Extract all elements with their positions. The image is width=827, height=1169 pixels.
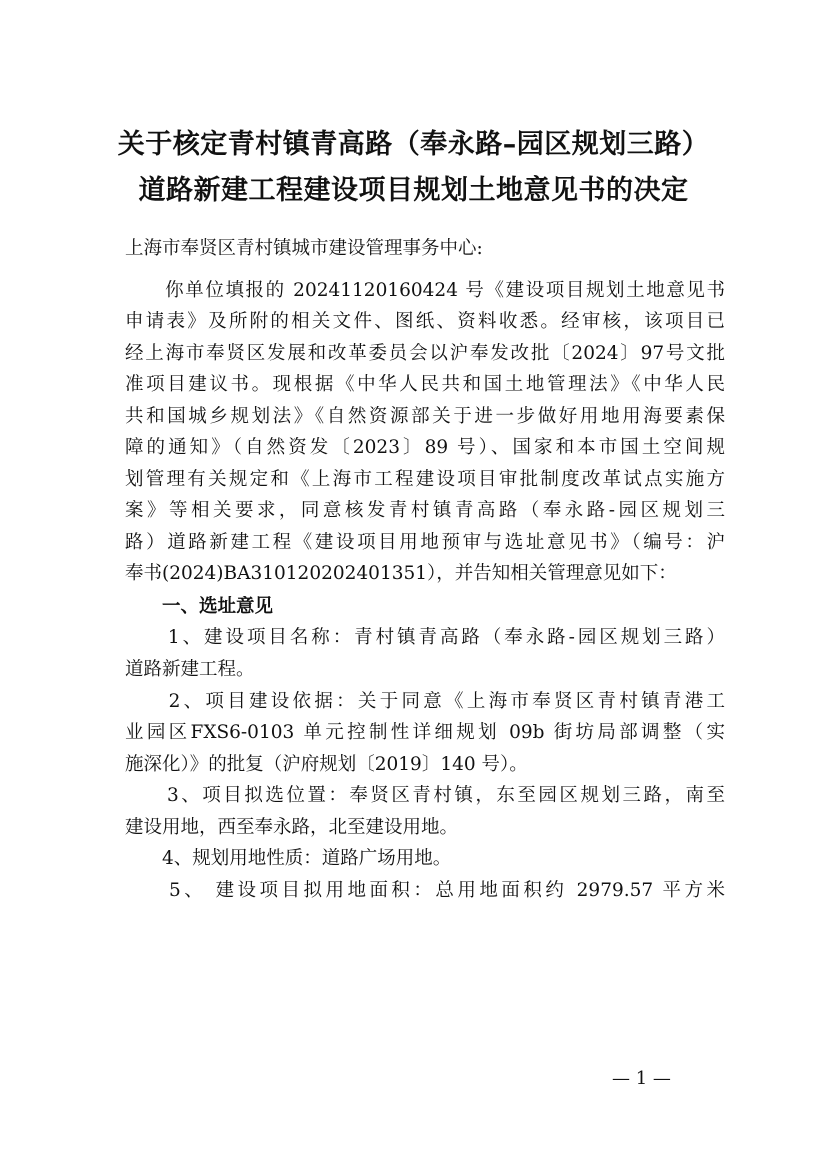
section-item-line: 5、 建设项目拟用地面积：总用地面积约 2979.57 平方米 <box>125 880 725 901</box>
section-item-line: 3、项目拟选位置：奉贤区青村镇，东至园区规划三路，南至 <box>125 785 725 806</box>
body-line: 你单位填报的 20241120160424 号《建设项目规划土地意见书 <box>125 280 725 301</box>
section-item-line: 业园区FXS6-0103 单元控制性详细规划 09b 街坊局部调整（实 <box>125 722 725 743</box>
document-title-line-2: 道路新建工程建设项目规划土地意见书的决定 <box>138 175 689 206</box>
document-title-line-1: 关于核定青村镇青高路（奉永路–园区规划三路） <box>117 129 710 160</box>
section-item-line: 4、规划用地性质：道路广场用地。 <box>125 848 452 869</box>
body-line: 案》等相关要求，同意核发青村镇青高路（奉永路-园区规划三 <box>125 500 725 521</box>
section-item-line: 施深化）》的批复（沪府规划〔2019〕140 号）。 <box>125 754 528 775</box>
body-line: 申请表》及所附的相关文件、图纸、资料收悉。经审核，该项目已 <box>125 311 725 332</box>
body-line: 路）道路新建工程《建设项目用地预审与选址意见书》（编号：沪 <box>125 532 725 553</box>
page-number: — 1 — <box>612 1068 671 1089</box>
body-line: 准项目建议书。现根据《中华人民共和国土地管理法》《中华人民 <box>125 374 725 395</box>
body-line: 奉书(2024)BA310120202401351），并告知相关管理意见如下： <box>125 563 677 584</box>
addressee: 上海市奉贤区青村镇城市建设管理事务中心: <box>125 238 483 259</box>
section-item-line: 道路新建工程。 <box>125 659 255 680</box>
section-item-line: 1、建设项目名称：青村镇青高路（奉永路-园区规划三路） <box>125 627 725 648</box>
body-line: 障的通知》（自然资发〔2023〕89 号）、国家和本市国土空间规 <box>125 437 725 458</box>
body-line: 经上海市奉贤区发展和改革委员会以沪奉发改批〔2024〕97号文批 <box>125 343 725 364</box>
body-line: 共和国城乡规划法》《自然资源部关于进一步做好用地用海要素保 <box>125 406 725 427</box>
body-line: 划管理有关规定和《上海市工程建设项目审批制度改革试点实施方 <box>125 469 725 490</box>
section-heading: 一、选址意见 <box>125 596 274 617</box>
section-item-line: 建设用地，西至奉永路，北至建设用地。 <box>125 817 459 838</box>
section-item-line: 2、项目建设依据：关于同意《上海市奉贤区青村镇青港工 <box>125 691 725 712</box>
